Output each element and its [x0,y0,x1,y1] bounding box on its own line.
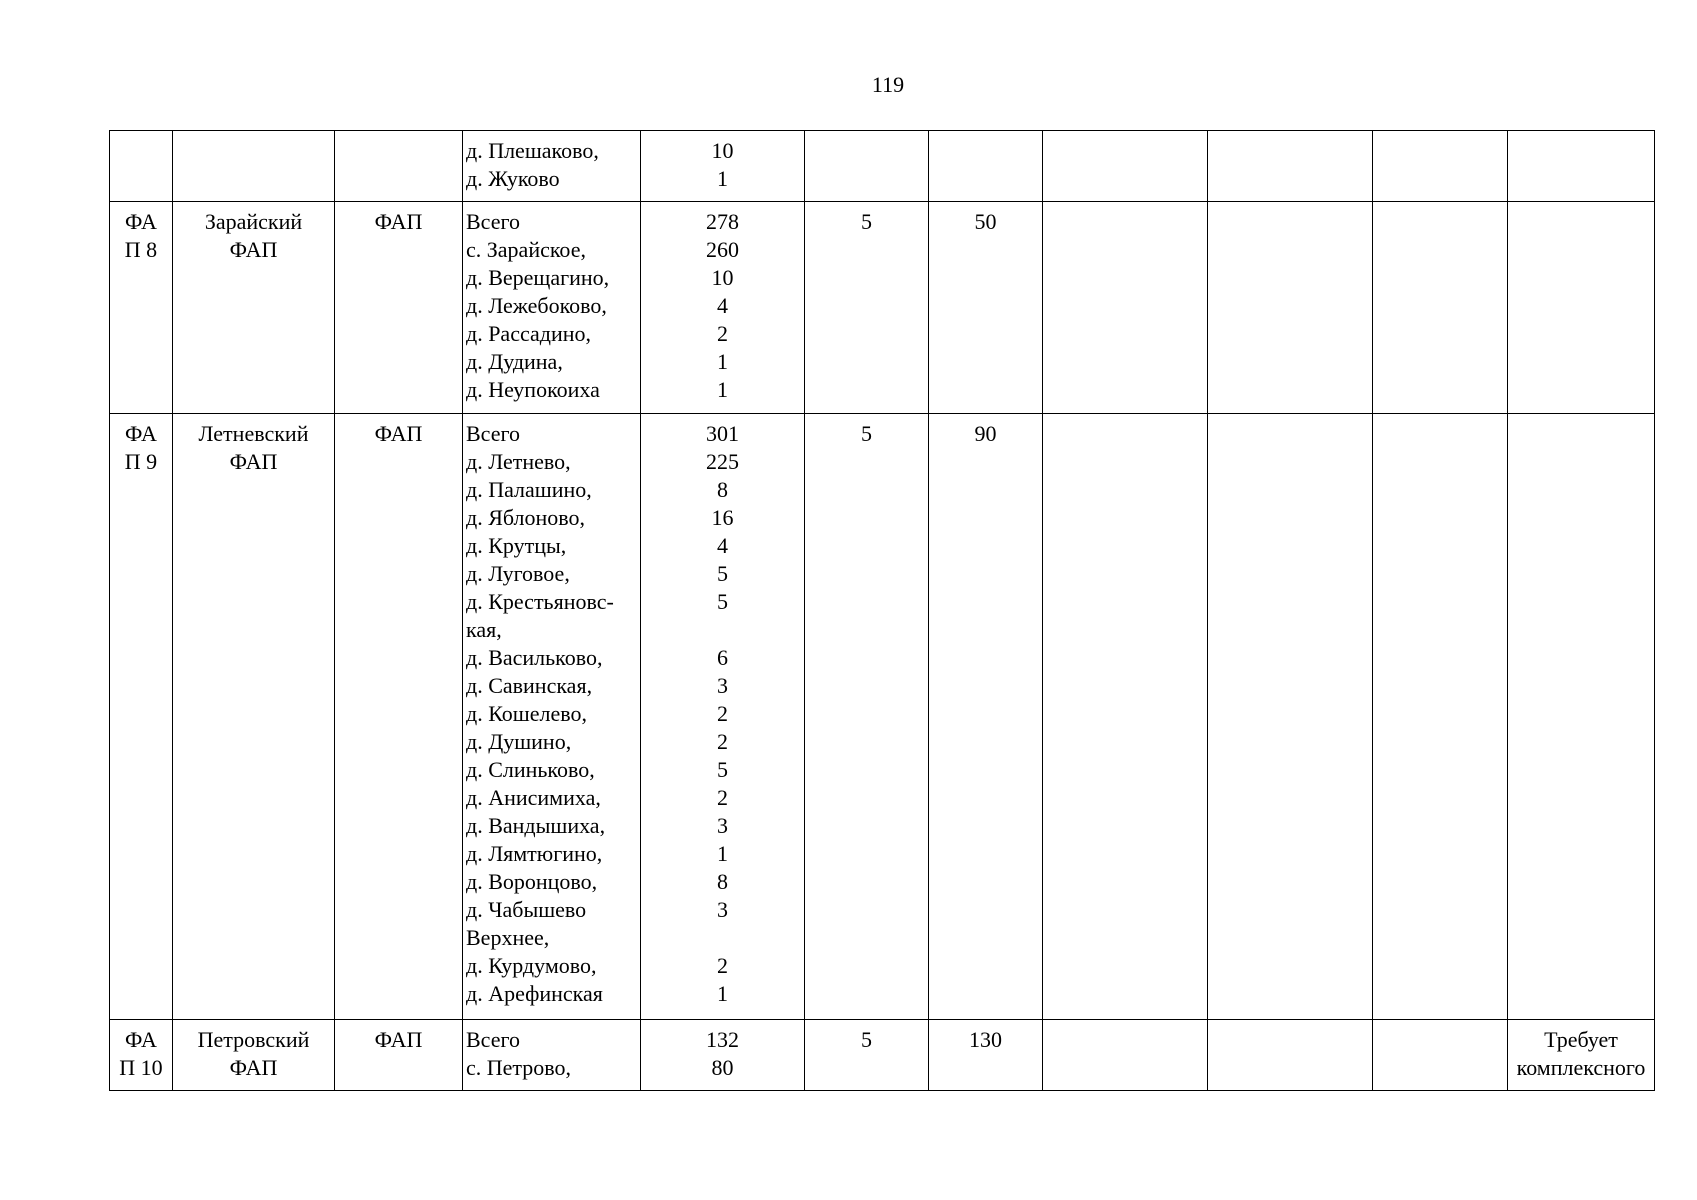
cell-col11 [1508,202,1655,414]
cell-col6: 5 [805,414,929,1020]
cell-col8 [1043,414,1208,1020]
cell-col10 [1373,202,1508,414]
cell-code: ФА П 8 [110,202,173,414]
cell-col7: 130 [929,1020,1043,1091]
cell-col8 [1043,131,1208,202]
cell-col7 [929,131,1043,202]
cell-code: ФА П 9 [110,414,173,1020]
cell-col10 [1373,131,1508,202]
cell-population: 10 1 [641,131,805,202]
cell-col11 [1508,131,1655,202]
table-row [110,131,1655,202]
cell-places: д. Плешаково, д. Жуково [463,131,641,202]
cell-population: 278 260 10 4 2 1 1 [641,202,805,414]
cell-population: 132 80 [641,1020,805,1091]
cell-col6: 5 [805,202,929,414]
cell-col10 [1373,414,1508,1020]
cell-col8 [1043,1020,1208,1091]
cell-col6: 5 [805,1020,929,1091]
cell-col9 [1208,202,1373,414]
table-row [110,1020,1655,1091]
cell-code [110,131,173,202]
table-row [110,414,1655,1020]
cell-col9 [1208,1020,1373,1091]
cell-col8 [1043,202,1208,414]
cell-places: Всего с. Петрово, [463,1020,641,1091]
cell-type: ФАП [335,1020,463,1091]
cell-places: Всего д. Летнево, д. Палашино, д. Яблоново, д. Крутцы, д. Луговое, д. Крестьяновс- кая, д. Васильково, д. Савинская, д. Кошелево, д. Душино, д. Слиньково, д. Анисимиха, д. Вандышиха, д. Лямтюгино, д. Воронцово, д. Чабышево Верхнее, д. Курдумово, д. Арефинская [463,414,641,1020]
cell-col9 [1208,414,1373,1020]
cell-population: 301 225 8 16 4 5 5 6 3 2 2 5 2 3 1 8 3 2 1 [641,414,805,1020]
cell-name: Петровский ФАП [173,1020,335,1091]
cell-places: Всего с. Зарайское, д. Верещагино, д. Лежебоково, д. Рассадино, д. Дудина, д. Неупокоиха [463,202,641,414]
cell-type [335,131,463,202]
cell-type: ФАП [335,202,463,414]
cell-col7: 50 [929,202,1043,414]
cell-name: Летневский ФАП [173,414,335,1020]
cell-col6 [805,131,929,202]
cell-code: ФА П 10 [110,1020,173,1091]
page-number: 119 [871,72,905,97]
cell-name [173,131,335,202]
cell-name: Зарайский ФАП [173,202,335,414]
cell-col10 [1373,1020,1508,1091]
facilities-table [109,130,1655,1091]
table-row [110,202,1655,414]
cell-col11 [1508,414,1655,1020]
cell-type: ФАП [335,414,463,1020]
cell-col7: 90 [929,414,1043,1020]
cell-col9 [1208,131,1373,202]
cell-col11: Требует комплексного [1508,1020,1655,1091]
